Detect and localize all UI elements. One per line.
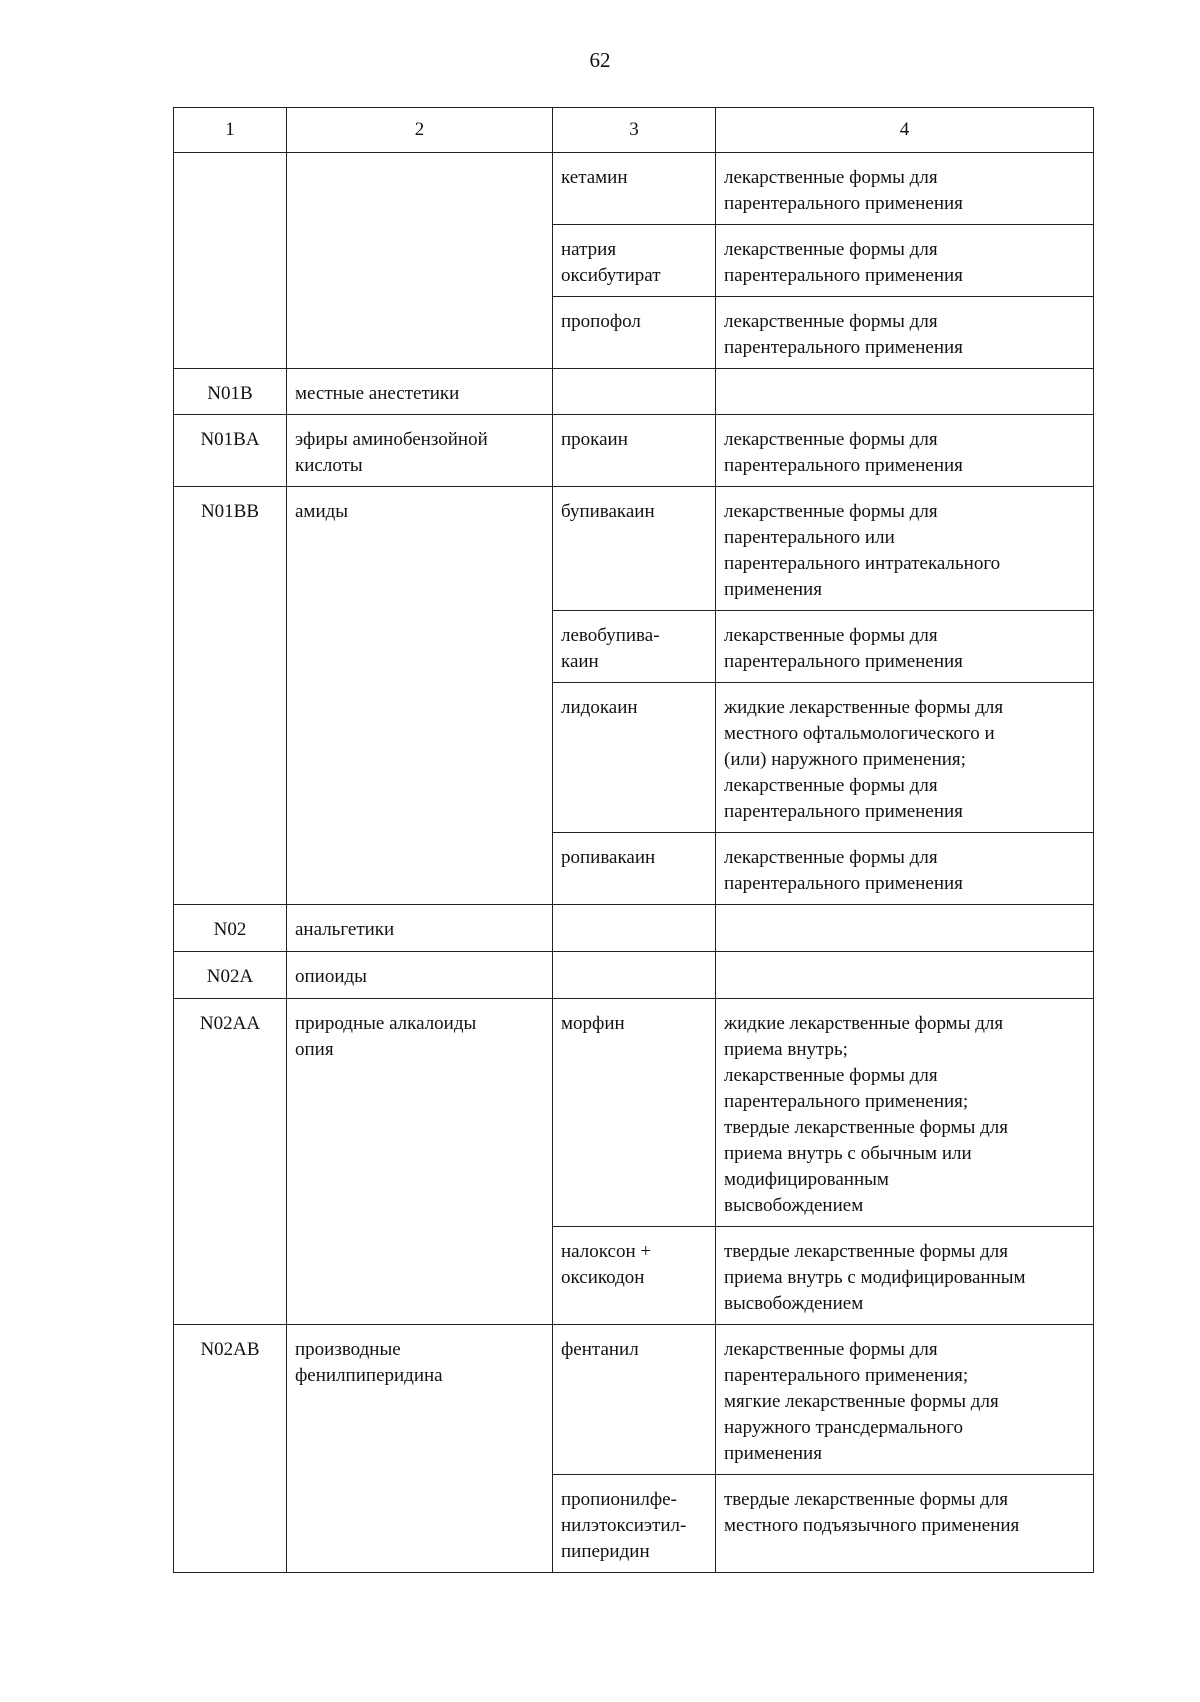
dosage-form-cell: лекарственные формы для парентерального или парентерального интратекального применения <box>716 487 1094 611</box>
drug-name-cell: пропофол <box>553 297 716 369</box>
header-row <box>174 108 1094 153</box>
drug-name-cell: пропионилфе- нилэтоксиэтил- пиперидин <box>553 1475 716 1573</box>
drug-name-cell: ропивакаин <box>553 833 716 905</box>
table-row <box>174 999 1094 1227</box>
group-name-cell: опиоиды <box>287 952 553 999</box>
table-row <box>174 415 1094 487</box>
dosage-form-cell <box>716 905 1094 952</box>
atc-code-cell: N02AA <box>174 999 287 1325</box>
drug-name-cell <box>553 952 716 999</box>
atc-code-cell: N02 <box>174 905 287 952</box>
column-header: 3 <box>553 108 716 153</box>
group-name-cell: местные анестетики <box>287 369 553 415</box>
drug-name-cell: морфин <box>553 999 716 1227</box>
drug-name-cell: прокаин <box>553 415 716 487</box>
atc-code-cell <box>174 153 287 369</box>
atc-code-cell: N01BA <box>174 415 287 487</box>
atc-code-cell: N01BB <box>174 487 287 905</box>
column-header: 2 <box>287 108 553 153</box>
column-header: 1 <box>174 108 287 153</box>
table-row <box>174 1325 1094 1475</box>
drug-name-cell: бупивакаин <box>553 487 716 611</box>
dosage-form-cell: жидкие лекарственные формы для местного офтальмологического и (или) наружного применения; лекарственные формы для парентерального применения <box>716 683 1094 833</box>
atc-code-cell: N02A <box>174 952 287 999</box>
dosage-form-cell: лекарственные формы для парентерального применения; мягкие лекарственные формы для наружного трансдермального применения <box>716 1325 1094 1475</box>
group-name-cell: эфиры аминобензойной кислоты <box>287 415 553 487</box>
group-name-cell: амиды <box>287 487 553 905</box>
drug-name-cell: лидокаин <box>553 683 716 833</box>
table-row <box>174 952 1094 999</box>
dosage-form-cell: лекарственные формы для парентерального применения <box>716 297 1094 369</box>
atc-code-cell: N01B <box>174 369 287 415</box>
table-row <box>174 153 1094 225</box>
drug-name-cell: налоксон + оксикодон <box>553 1227 716 1325</box>
drug-name-cell <box>553 369 716 415</box>
drug-name-cell: фентанил <box>553 1325 716 1475</box>
group-name-cell: производные фенилпиперидина <box>287 1325 553 1573</box>
dosage-form-cell: лекарственные формы для парентерального применения <box>716 225 1094 297</box>
dosage-form-cell: твердые лекарственные формы для местного подъязычного применения <box>716 1475 1094 1573</box>
table-row <box>174 487 1094 611</box>
group-name-cell: природные алкалоиды опия <box>287 999 553 1325</box>
page-number: 62 <box>589 48 611 72</box>
dosage-form-cell: лекарственные формы для парентерального применения <box>716 611 1094 683</box>
drug-name-cell: кетамин <box>553 153 716 225</box>
drug-name-cell: левобупива- каин <box>553 611 716 683</box>
dosage-form-cell: лекарственные формы для парентерального применения <box>716 153 1094 225</box>
atc-code-cell: N02AB <box>174 1325 287 1573</box>
group-name-cell <box>287 153 553 369</box>
table-row <box>174 905 1094 952</box>
dosage-form-cell: лекарственные формы для парентерального применения <box>716 415 1094 487</box>
drug-name-cell: натрия оксибутират <box>553 225 716 297</box>
dosage-form-cell: жидкие лекарственные формы для приема внутрь; лекарственные формы для парентерального применения; твердые лекарственные формы для приема внутрь с обычным или модифицированным высвобождением <box>716 999 1094 1227</box>
dosage-form-cell: твердые лекарственные формы для приема внутрь с модифицированным высвобождением <box>716 1227 1094 1325</box>
drug-table <box>173 107 1094 1573</box>
dosage-form-cell: лекарственные формы для парентерального применения <box>716 833 1094 905</box>
column-header: 4 <box>716 108 1094 153</box>
group-name-cell: анальгетики <box>287 905 553 952</box>
drug-name-cell <box>553 905 716 952</box>
dosage-form-cell <box>716 952 1094 999</box>
dosage-form-cell <box>716 369 1094 415</box>
table-row <box>174 369 1094 415</box>
